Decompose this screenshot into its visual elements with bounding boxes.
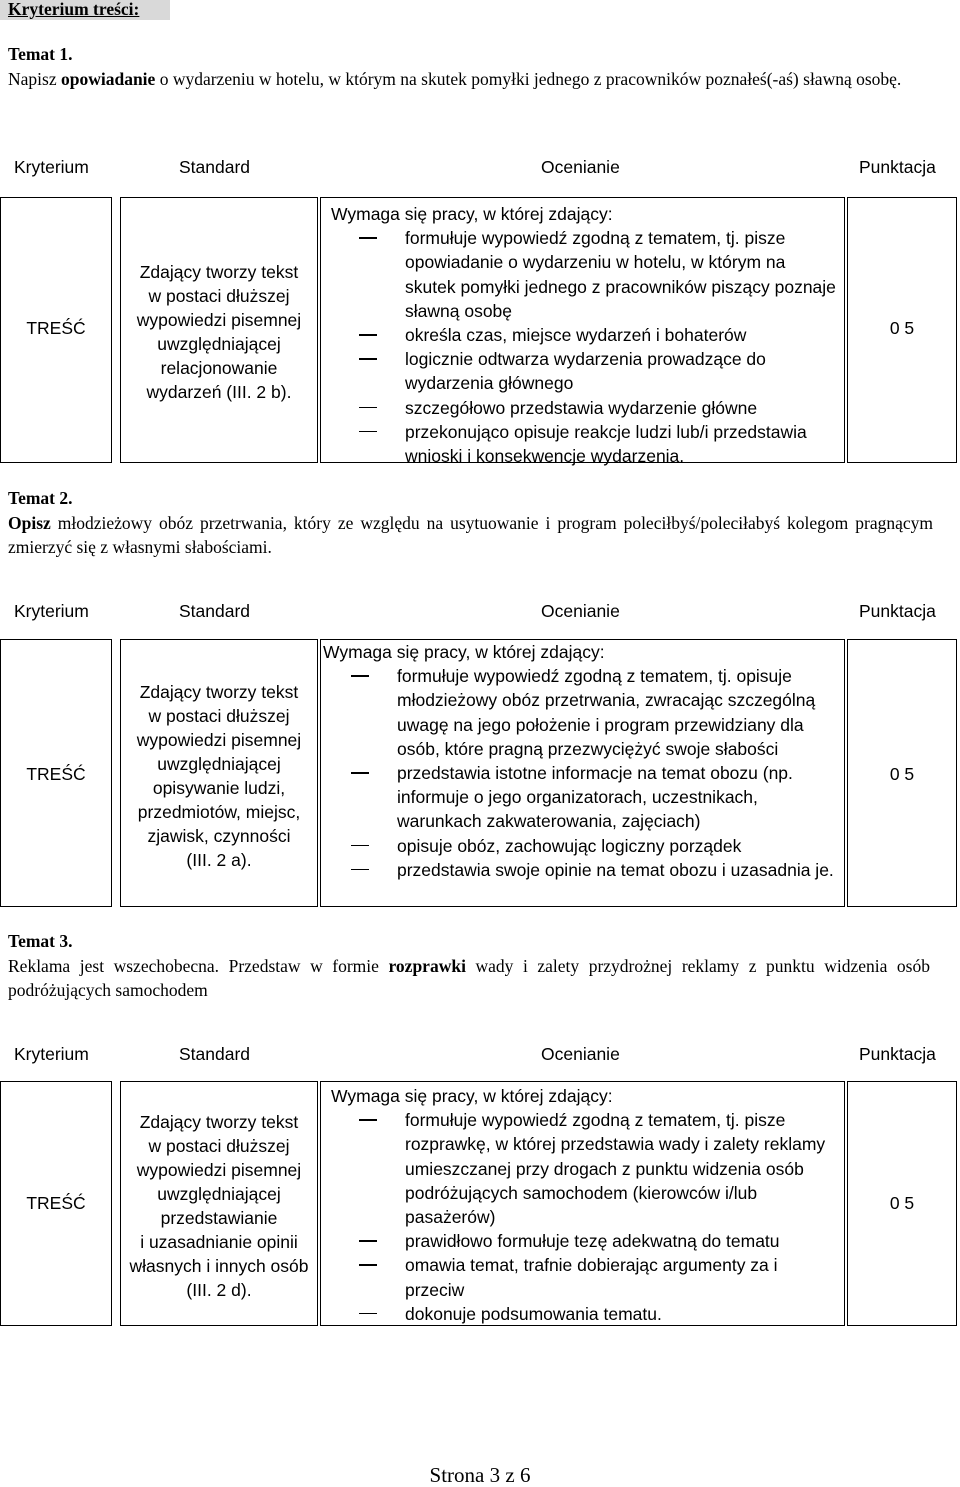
- standard-line: w postaci dłuższej: [148, 286, 290, 306]
- standard-line: uwzględniającej: [157, 334, 281, 354]
- standard-cell: [120, 1081, 318, 1326]
- header-ocenianie: Ocenianie: [541, 1044, 620, 1064]
- table-header-row: [0, 1041, 960, 1067]
- topic-keyword: opowiadanie: [60, 69, 156, 89]
- page-number: Strona 3 z 6: [429, 1463, 531, 1487]
- ocenianie-item: [331, 420, 838, 468]
- dash-bullet-icon: [359, 1119, 377, 1121]
- topic-text: Napisz: [8, 69, 61, 89]
- ocenianie-text: [323, 640, 838, 882]
- standard-line: wydarzeń (III. 2 b).: [146, 382, 292, 402]
- ocenianie-text: [331, 202, 838, 468]
- topic-1: [8, 44, 933, 92]
- ocenianie-item: [331, 1229, 838, 1253]
- ocenianie-item: [331, 323, 838, 347]
- standard-line: przedstawianie: [160, 1208, 278, 1228]
- kryterium-label: TREŚĆ: [26, 764, 86, 784]
- topic-title: Temat 1.: [8, 44, 73, 64]
- dash-bullet-icon: [359, 358, 377, 360]
- dash-bullet-icon: [351, 869, 369, 871]
- punktacja-value: 0 5: [889, 1193, 915, 1213]
- ocenianie-item-text: przedstawia istotne informacje na temat obozu (np. informuje o jego organizatorach, uczestnikach, warunkach zakwaterowania, zajęciach): [397, 763, 793, 832]
- ocenianie-item-text: formułuje wypowiedź zgodną z tematem, tj. pisze rozprawkę, w której przedstawia wady i zalety reklamy umieszczanej przy drogach z punktu widzenia osób podróżujących samochodem (kierowców i/lub pasażerów): [405, 1110, 826, 1228]
- section-label: Kryterium treści:: [8, 0, 140, 19]
- header-punktacja: Punktacja: [859, 157, 936, 177]
- header-ocenianie: Ocenianie: [541, 601, 620, 621]
- dash-bullet-icon: [351, 772, 369, 774]
- kryterium-cell: [0, 1081, 112, 1326]
- ocenianie-item-text: przekonująco opisuje reakcje ludzi lub/i przedstawia wnioski i konsekwencje wydarzenia.: [405, 421, 807, 467]
- header-standard: Standard: [179, 1044, 251, 1064]
- dash-bullet-icon: [359, 1240, 377, 1242]
- dash-bullet-icon: [351, 675, 369, 677]
- section-label-box: [0, 0, 170, 20]
- standard-line: w postaci dłuższej: [148, 1136, 290, 1156]
- dash-bullet-icon: [359, 334, 377, 336]
- ocenianie-item: [331, 396, 838, 420]
- ocenianie-item: [331, 1253, 838, 1301]
- ocenianie-item: [331, 1108, 838, 1229]
- topic-text: Reklama jest wszechobecna. Przedstaw w formie: [8, 956, 389, 976]
- topic-title: Temat 2.: [8, 488, 73, 508]
- standard-line: Zdający tworzy tekst: [139, 682, 299, 702]
- kryterium-label: TREŚĆ: [26, 318, 86, 338]
- standard-cell: [120, 639, 318, 907]
- header-ocenianie: Ocenianie: [541, 157, 620, 177]
- kryterium-cell: [0, 197, 112, 463]
- table-header-row: [0, 154, 960, 180]
- ocenianie-item-text: omawia temat, trafnie dobierając argumenty za i przeciw: [405, 1255, 778, 1300]
- ocenianie-intro: Wymaga się pracy, w której zdający:: [323, 642, 605, 662]
- dash-bullet-icon: [359, 237, 377, 239]
- dash-bullet-icon: [359, 1313, 377, 1315]
- standard-line: uwzględniającej: [157, 1184, 281, 1204]
- standard-line: (III. 2 a).: [186, 850, 252, 870]
- topic-description: [8, 68, 908, 92]
- ocenianie-item: [331, 347, 838, 395]
- ocenianie-item-text: dokonuje podsumowania tematu.: [405, 1303, 662, 1324]
- ocenianie-item-text: formułuje wypowiedź zgodną z tematem, tj. opisuje młodzieżowy obóz przetrwania, zwracając szczególną uwagę na jego położenie i program przewidziany dla osób, które pragną przezwyciężyć swoje słabości: [397, 666, 816, 759]
- header-kryterium: Kryterium: [14, 1044, 89, 1064]
- standard-line: (III. 2 d).: [186, 1280, 252, 1300]
- header-punktacja: Punktacja: [859, 601, 936, 621]
- topic-text: młodzieżowy obóz przetrwania, który ze względu na usytuowanie i program poleciłbyś/poleciłabyś kolegom pragnącym zmierzyć się z własnymi słabościami.: [8, 513, 933, 557]
- punktacja-value: 0 5: [889, 764, 915, 784]
- header-punktacja: Punktacja: [859, 1044, 936, 1064]
- ocenianie-item: [331, 226, 838, 323]
- ocenianie-intro: Wymaga się pracy, w której zdający:: [331, 1086, 613, 1106]
- criteria-table-1: [0, 197, 958, 467]
- dash-bullet-icon: [359, 431, 377, 433]
- header-kryterium: Kryterium: [14, 157, 89, 177]
- kryterium-label: TREŚĆ: [26, 1193, 86, 1213]
- standard-line: zjawisk, czynności: [147, 826, 291, 846]
- punktacja-cell: [847, 1081, 957, 1326]
- standard-line: w postaci dłuższej: [148, 706, 290, 726]
- topic-description: [8, 955, 930, 1002]
- ocenianie-item-text: szczegółowo przedstawia wydarzenie główne: [405, 397, 758, 418]
- ocenianie-item: [323, 761, 838, 834]
- ocenianie-item-text: przedstawia swoje opinie na temat obozu i uzasadnia je.: [397, 859, 834, 880]
- standard-line: opisywanie ludzi,: [152, 778, 286, 798]
- topic-description: [8, 512, 933, 559]
- standard-line: przedmiotów, miejsc,: [137, 802, 301, 822]
- ocenianie-item: [323, 664, 838, 761]
- ocenianie-cell: [320, 639, 845, 907]
- ocenianie-item: [323, 834, 838, 858]
- standard-line: własnych i innych osób: [129, 1256, 309, 1276]
- ocenianie-item-text: prawidłowo formułuje tezę adekwatną do tematu: [405, 1231, 780, 1252]
- standard-line: Zdający tworzy tekst: [139, 262, 299, 282]
- standard-line: i uzasadnianie opinii: [140, 1232, 298, 1252]
- standard-text: [121, 1110, 317, 1302]
- header-standard: Standard: [179, 157, 251, 177]
- ocenianie-item-text: opisuje obóz, zachowując logiczny porządek: [397, 835, 742, 856]
- ocenianie-item: [331, 1302, 838, 1326]
- topic-3: [8, 931, 933, 1002]
- standard-line: wypowiedzi pisemnej: [136, 730, 302, 750]
- topic-2: [8, 488, 933, 559]
- ocenianie-intro: Wymaga się pracy, w której zdający:: [331, 204, 613, 224]
- header-standard: Standard: [179, 601, 251, 621]
- topic-text: o wydarzeniu w hotelu, w którym na skutek pomyłki jednego z pracowników poznałeś(-aś) sławną osobę.: [155, 69, 902, 89]
- topic-keyword: Opisz: [8, 513, 51, 533]
- kryterium-cell: [0, 639, 112, 907]
- punktacja-value: 0 5: [889, 318, 915, 338]
- standard-text: [121, 680, 317, 872]
- standard-line: relacjonowanie: [160, 358, 278, 378]
- punktacja-cell: [847, 639, 957, 907]
- standard-text: [121, 260, 317, 404]
- standard-cell: [120, 197, 318, 463]
- table-header-row: [0, 598, 960, 624]
- dash-bullet-icon: [359, 407, 377, 409]
- dash-bullet-icon: [351, 845, 369, 847]
- criteria-table-2: [0, 639, 958, 907]
- standard-line: Zdający tworzy tekst: [139, 1112, 299, 1132]
- ocenianie-text: [331, 1084, 838, 1326]
- ocenianie-item-text: określa czas, miejsce wydarzeń i bohaterów: [405, 325, 747, 346]
- standard-line: wypowiedzi pisemnej: [136, 310, 302, 330]
- topic-keyword: rozprawki: [388, 956, 466, 976]
- criteria-table-3: [0, 1081, 958, 1326]
- ocenianie-item-text: logicznie odtwarza wydarzenia prowadzące do wydarzenia głównego: [405, 349, 766, 394]
- ocenianie-item-text: formułuje wypowiedź zgodną z tematem, tj. pisze opowiadanie o wydarzeniu w hotelu, w którym na skutek pomyłki jednego z pracowników piszący poznaje sławną osobę: [405, 228, 836, 321]
- punktacja-cell: [847, 197, 957, 463]
- header-kryterium: Kryterium: [14, 601, 89, 621]
- topic-title: Temat 3.: [8, 931, 73, 951]
- standard-line: wypowiedzi pisemnej: [136, 1160, 302, 1180]
- ocenianie-item: [323, 858, 838, 882]
- ocenianie-cell: [320, 197, 845, 467]
- topic-text: wady i zalety przydrożnej reklamy z punktu widzenia osób podróżujących samochodem: [8, 956, 930, 1000]
- dash-bullet-icon: [359, 1264, 377, 1266]
- ocenianie-cell: [320, 1081, 845, 1326]
- standard-line: uwzględniającej: [157, 754, 281, 774]
